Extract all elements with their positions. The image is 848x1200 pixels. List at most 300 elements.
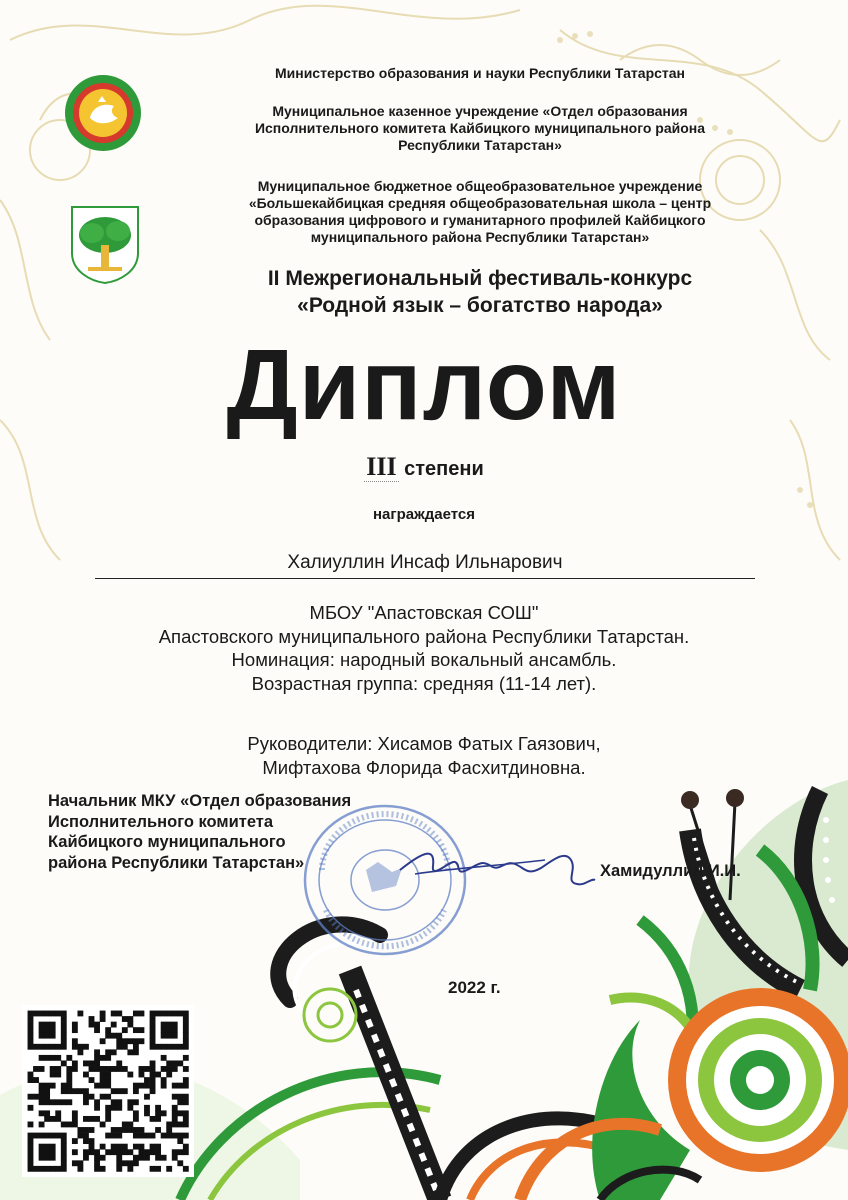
qr-module (72, 1138, 78, 1144)
qr-module (133, 1155, 139, 1161)
qr-module (161, 1066, 167, 1072)
qr-module (116, 1088, 122, 1094)
qr-module (133, 1083, 139, 1089)
qr-module (116, 1038, 122, 1044)
qr-module (172, 1011, 178, 1017)
qr-module (83, 1094, 89, 1100)
qr-module (39, 1122, 45, 1128)
qr-module (111, 1011, 117, 1017)
qr-module (66, 1083, 72, 1089)
qr-module (144, 1155, 150, 1161)
qr-module (183, 1038, 189, 1044)
qr-module (94, 1166, 100, 1172)
qr-module (105, 1072, 111, 1078)
qr-module (139, 1072, 145, 1078)
qr-module (161, 1083, 167, 1089)
qr-module (28, 1155, 34, 1161)
qr-module (166, 1133, 172, 1139)
qr-module (166, 1072, 172, 1078)
tatarstan-emblem-icon (62, 72, 144, 154)
qr-module (83, 1072, 89, 1078)
school-info-line: Апастовского муниципального района Республики Татарстан. (158, 625, 690, 647)
qr-module (183, 1044, 189, 1050)
qr-module (150, 1066, 156, 1072)
qr-module (100, 1077, 106, 1083)
qr-module (116, 1099, 122, 1105)
qr-module (39, 1088, 45, 1094)
qr-module (89, 1094, 95, 1100)
qr-module (183, 1055, 189, 1061)
qr-module (61, 1060, 67, 1066)
qr-module (150, 1027, 156, 1033)
qr-module (39, 1022, 45, 1028)
school-info-block (60, 601, 788, 695)
qr-module (150, 1166, 156, 1172)
qr-module (72, 1038, 78, 1044)
qr-module (83, 1149, 89, 1155)
qr-module (133, 1027, 139, 1033)
qr-module (111, 1049, 117, 1055)
organizer-line: «Большекайбицкая средняя общеобразовательная школа – центр (248, 195, 712, 211)
qr-module (66, 1122, 72, 1128)
qr-module (172, 1066, 178, 1072)
qr-module (44, 1033, 50, 1039)
qr-module (155, 1072, 161, 1078)
qr-module (183, 1144, 189, 1150)
qr-module (172, 1122, 178, 1128)
qr-module (105, 1133, 111, 1139)
qr-module (144, 1066, 150, 1072)
qr-module (127, 1072, 133, 1078)
qr-module (55, 1116, 61, 1122)
qr-module (44, 1110, 50, 1116)
qr-module (122, 1088, 128, 1094)
organizer-line: образования цифрового и гуманитарного профилей Кайбицкого (254, 212, 706, 228)
qr-module (50, 1055, 56, 1061)
qr-module (28, 1022, 34, 1028)
qr-module (39, 1133, 45, 1139)
qr-module (116, 1133, 122, 1139)
qr-module (50, 1072, 56, 1078)
qr-module (177, 1138, 183, 1144)
qr-module (133, 1038, 139, 1044)
qr-module (33, 1166, 39, 1172)
qr-module (172, 1060, 178, 1066)
qr-code-icon[interactable] (22, 1005, 194, 1177)
qr-module (28, 1144, 34, 1150)
qr-module (50, 1116, 56, 1122)
qr-module (122, 1038, 128, 1044)
qr-module (172, 1033, 178, 1039)
qr-module (111, 1033, 117, 1039)
qr-module (100, 1066, 106, 1072)
qr-module (116, 1155, 122, 1161)
qr-module (172, 1133, 178, 1139)
department-line: Исполнительного комитета Кайбицкого муниципального района (254, 120, 706, 136)
qr-module (33, 1011, 39, 1017)
qr-module (39, 1155, 45, 1161)
chief-line: Начальник МКУ «Отдел образования (48, 792, 352, 810)
qr-module (139, 1083, 145, 1089)
qr-module (161, 1110, 167, 1116)
qr-module (122, 1160, 128, 1166)
qr-module (39, 1149, 45, 1155)
qr-module (133, 1099, 139, 1105)
qr-module (172, 1155, 178, 1161)
awarded-label: награждается (372, 506, 476, 523)
qr-module (150, 1083, 156, 1089)
qr-module (172, 1110, 178, 1116)
qr-module (183, 1094, 189, 1100)
qr-module (150, 1038, 156, 1044)
qr-module (39, 1055, 45, 1061)
qr-module (166, 1022, 172, 1028)
qr-module (89, 1116, 95, 1122)
qr-module (50, 1083, 56, 1089)
qr-module (155, 1166, 161, 1172)
qr-module (116, 1166, 122, 1172)
qr-module (150, 1133, 156, 1139)
qr-module (183, 1016, 189, 1022)
qr-module (161, 1055, 167, 1061)
qr-module (177, 1160, 183, 1166)
qr-module (61, 1138, 67, 1144)
department-line: Муниципальное казенное учреждение «Отдел образования (272, 103, 688, 119)
qr-module (161, 1155, 167, 1161)
qr-module (55, 1055, 61, 1061)
qr-module (150, 1149, 156, 1155)
qr-module (105, 1094, 111, 1100)
qr-module (161, 1044, 167, 1050)
qr-module (127, 1016, 133, 1022)
qr-module (100, 1094, 106, 1100)
qr-module (133, 1127, 139, 1133)
school-info-line: МБОУ "Апастовская СОШ" (309, 602, 539, 623)
qr-module (72, 1044, 78, 1050)
qr-module (100, 1011, 106, 1017)
qr-module (139, 1133, 145, 1139)
qr-module (28, 1133, 34, 1139)
qr-module (105, 1149, 111, 1155)
qr-module (44, 1055, 50, 1061)
qr-module (150, 1060, 156, 1066)
qr-module (116, 1060, 122, 1066)
qr-module (94, 1116, 100, 1122)
qr-module (39, 1144, 45, 1150)
qr-module (116, 1033, 122, 1039)
qr-module (66, 1066, 72, 1072)
qr-module (61, 1166, 67, 1172)
qr-module (94, 1083, 100, 1089)
qr-module (61, 1099, 67, 1105)
leaders-block (60, 732, 788, 779)
qr-module (100, 1144, 106, 1150)
qr-module (55, 1011, 61, 1017)
qr-module (61, 1149, 67, 1155)
qr-module (105, 1027, 111, 1033)
qr-module (127, 1149, 133, 1155)
qr-module (144, 1077, 150, 1083)
qr-module (161, 1033, 167, 1039)
qr-module (28, 1072, 34, 1078)
qr-module (77, 1044, 83, 1050)
qr-module (83, 1088, 89, 1094)
qr-module (139, 1127, 145, 1133)
qr-module (77, 1088, 83, 1094)
qr-module (183, 1122, 189, 1128)
qr-module (72, 1149, 78, 1155)
qr-module (39, 1044, 45, 1050)
qr-module (139, 1155, 145, 1161)
leaders-line: Мифтахова Флорида Фасхитдиновна. (262, 756, 586, 778)
qr-module (122, 1127, 128, 1133)
qr-module (50, 1033, 56, 1039)
qr-module (77, 1049, 83, 1055)
qr-module (50, 1044, 56, 1050)
qr-module (166, 1027, 172, 1033)
qr-module (166, 1044, 172, 1050)
qr-module (144, 1083, 150, 1089)
qr-module (150, 1116, 156, 1122)
qr-module (116, 1044, 122, 1050)
qr-module (122, 1027, 128, 1033)
qr-module (183, 1149, 189, 1155)
ministry-line: Министерство образования и науки Республики Татарстан (274, 65, 686, 81)
qr-module (39, 1011, 45, 1017)
qr-module (177, 1122, 183, 1128)
qr-module (133, 1144, 139, 1150)
qr-module (28, 1105, 34, 1111)
qr-module (100, 1016, 106, 1022)
qr-module (183, 1077, 189, 1083)
qr-module (50, 1099, 56, 1105)
qr-module (44, 1094, 50, 1100)
qr-module (61, 1155, 67, 1161)
qr-module (111, 1133, 117, 1139)
qr-module (172, 1027, 178, 1033)
qr-module (133, 1160, 139, 1166)
qr-module (105, 1066, 111, 1072)
qr-module (100, 1055, 106, 1061)
qr-module (116, 1160, 122, 1166)
qr-module (127, 1122, 133, 1128)
qr-module (72, 1122, 78, 1128)
qr-module (155, 1149, 161, 1155)
qr-module (89, 1127, 95, 1133)
qr-module (66, 1055, 72, 1061)
qr-module (33, 1133, 39, 1139)
qr-module (72, 1110, 78, 1116)
qr-module (116, 1011, 122, 1017)
qr-module (172, 1083, 178, 1089)
qr-module (28, 1038, 34, 1044)
qr-module (83, 1060, 89, 1066)
qr-module (105, 1049, 111, 1055)
qr-module (161, 1133, 167, 1139)
qr-module (33, 1066, 39, 1072)
qr-module (100, 1155, 106, 1161)
school-info-line: Возрастная группа: средняя (11-14 лет). (251, 672, 597, 694)
qr-module (77, 1011, 83, 1017)
qr-module (39, 1083, 45, 1089)
qr-module (177, 1099, 183, 1105)
qr-module (28, 1033, 34, 1039)
chief-line: района Республики Татарстан» (48, 853, 305, 872)
qr-module (55, 1072, 61, 1078)
qr-module (166, 1122, 172, 1128)
qr-module (89, 1138, 95, 1144)
qr-module (139, 1038, 145, 1044)
qr-module (28, 1122, 34, 1128)
qr-module (183, 1011, 189, 1017)
qr-module (61, 1083, 67, 1089)
qr-module (28, 1094, 34, 1100)
qr-module (66, 1072, 72, 1078)
recipient-name: Халиуллин Инсаф Ильнарович (95, 552, 755, 579)
qr-module (122, 1044, 128, 1050)
qr-module (133, 1133, 139, 1139)
qr-module (144, 1094, 150, 1100)
qr-module (150, 1011, 156, 1017)
qr-module (133, 1049, 139, 1055)
qr-module (177, 1044, 183, 1050)
qr-module (77, 1160, 83, 1166)
qr-module (155, 1044, 161, 1050)
qr-module (111, 1105, 117, 1111)
qr-module (116, 1066, 122, 1072)
qr-module (89, 1066, 95, 1072)
qr-module (133, 1011, 139, 1017)
qr-module (33, 1077, 39, 1083)
qr-module (150, 1022, 156, 1028)
qr-module (94, 1022, 100, 1028)
qr-module (89, 1077, 95, 1083)
qr-module (61, 1022, 67, 1028)
qr-module (183, 1116, 189, 1122)
qr-module (83, 1044, 89, 1050)
qr-module (150, 1016, 156, 1022)
qr-module (44, 1011, 50, 1017)
qr-module (94, 1160, 100, 1166)
department-line: Республики Татарстан» (398, 137, 562, 153)
qr-module (100, 1072, 106, 1078)
qr-module (44, 1088, 50, 1094)
qr-module (183, 1033, 189, 1039)
qr-module (127, 1105, 133, 1111)
qr-module (89, 1016, 95, 1022)
qr-module (44, 1144, 50, 1150)
festival-line: II Межрегиональный фестиваль-конкурс (267, 267, 693, 290)
qr-module (155, 1155, 161, 1161)
school-organizer-block (180, 178, 780, 246)
qr-module (89, 1144, 95, 1150)
qr-module (94, 1060, 100, 1066)
qr-module (72, 1027, 78, 1033)
festival-line: «Родной язык – богатство народа» (297, 294, 663, 317)
qr-module (39, 1066, 45, 1072)
qr-module (183, 1099, 189, 1105)
qr-module (133, 1110, 139, 1116)
qr-module (139, 1144, 145, 1150)
qr-module (61, 1133, 67, 1139)
qr-module (183, 1027, 189, 1033)
qr-module (177, 1060, 183, 1066)
qr-module (105, 1055, 111, 1061)
qr-module (28, 1027, 34, 1033)
qr-module (28, 1077, 34, 1083)
qr-module (127, 1049, 133, 1055)
qr-module (55, 1110, 61, 1116)
degree-line (0, 452, 848, 482)
qr-module (55, 1099, 61, 1105)
qr-module (50, 1133, 56, 1139)
qr-module (177, 1094, 183, 1100)
qr-module (161, 1077, 167, 1083)
qr-module (66, 1099, 72, 1105)
qr-module (44, 1149, 50, 1155)
qr-module (94, 1055, 100, 1061)
qr-module (44, 1155, 50, 1161)
qr-module (111, 1022, 117, 1028)
qr-module (127, 1022, 133, 1028)
qr-module (50, 1149, 56, 1155)
qr-module (33, 1094, 39, 1100)
qr-module (50, 1027, 56, 1033)
qr-module (183, 1083, 189, 1089)
qr-module (105, 1077, 111, 1083)
qr-module (89, 1060, 95, 1066)
qr-module (72, 1160, 78, 1166)
qr-module (144, 1133, 150, 1139)
qr-module (105, 1083, 111, 1089)
qr-module (177, 1083, 183, 1089)
degree-word: степени (404, 458, 484, 480)
qr-module (172, 1105, 178, 1111)
qr-module (44, 1166, 50, 1172)
qr-module (55, 1133, 61, 1139)
qr-module (105, 1116, 111, 1122)
qr-module (28, 1011, 34, 1017)
qr-module (139, 1149, 145, 1155)
qr-module (89, 1149, 95, 1155)
degree-number: III (366, 452, 397, 481)
qr-module (139, 1027, 145, 1033)
qr-module (155, 1105, 161, 1111)
qr-module (72, 1088, 78, 1094)
qr-module (44, 1027, 50, 1033)
qr-module (72, 1022, 78, 1028)
qr-module (155, 1144, 161, 1150)
qr-module (183, 1022, 189, 1028)
qr-module (61, 1044, 67, 1050)
qr-module (28, 1160, 34, 1166)
chief-title-block (48, 791, 448, 873)
school-info-line: Номинация: народный вокальный ансамбль. (231, 649, 617, 670)
qr-module (83, 1116, 89, 1122)
qr-module (133, 1044, 139, 1050)
qr-module (50, 1066, 56, 1072)
qr-module (44, 1083, 50, 1089)
qr-module (172, 1116, 178, 1122)
qr-module (155, 1011, 161, 1017)
qr-module (144, 1110, 150, 1116)
qr-module (111, 1127, 117, 1133)
qr-module (172, 1022, 178, 1028)
qr-module (28, 1149, 34, 1155)
qr-module (105, 1110, 111, 1116)
qr-module (105, 1105, 111, 1111)
qr-module (94, 1066, 100, 1072)
